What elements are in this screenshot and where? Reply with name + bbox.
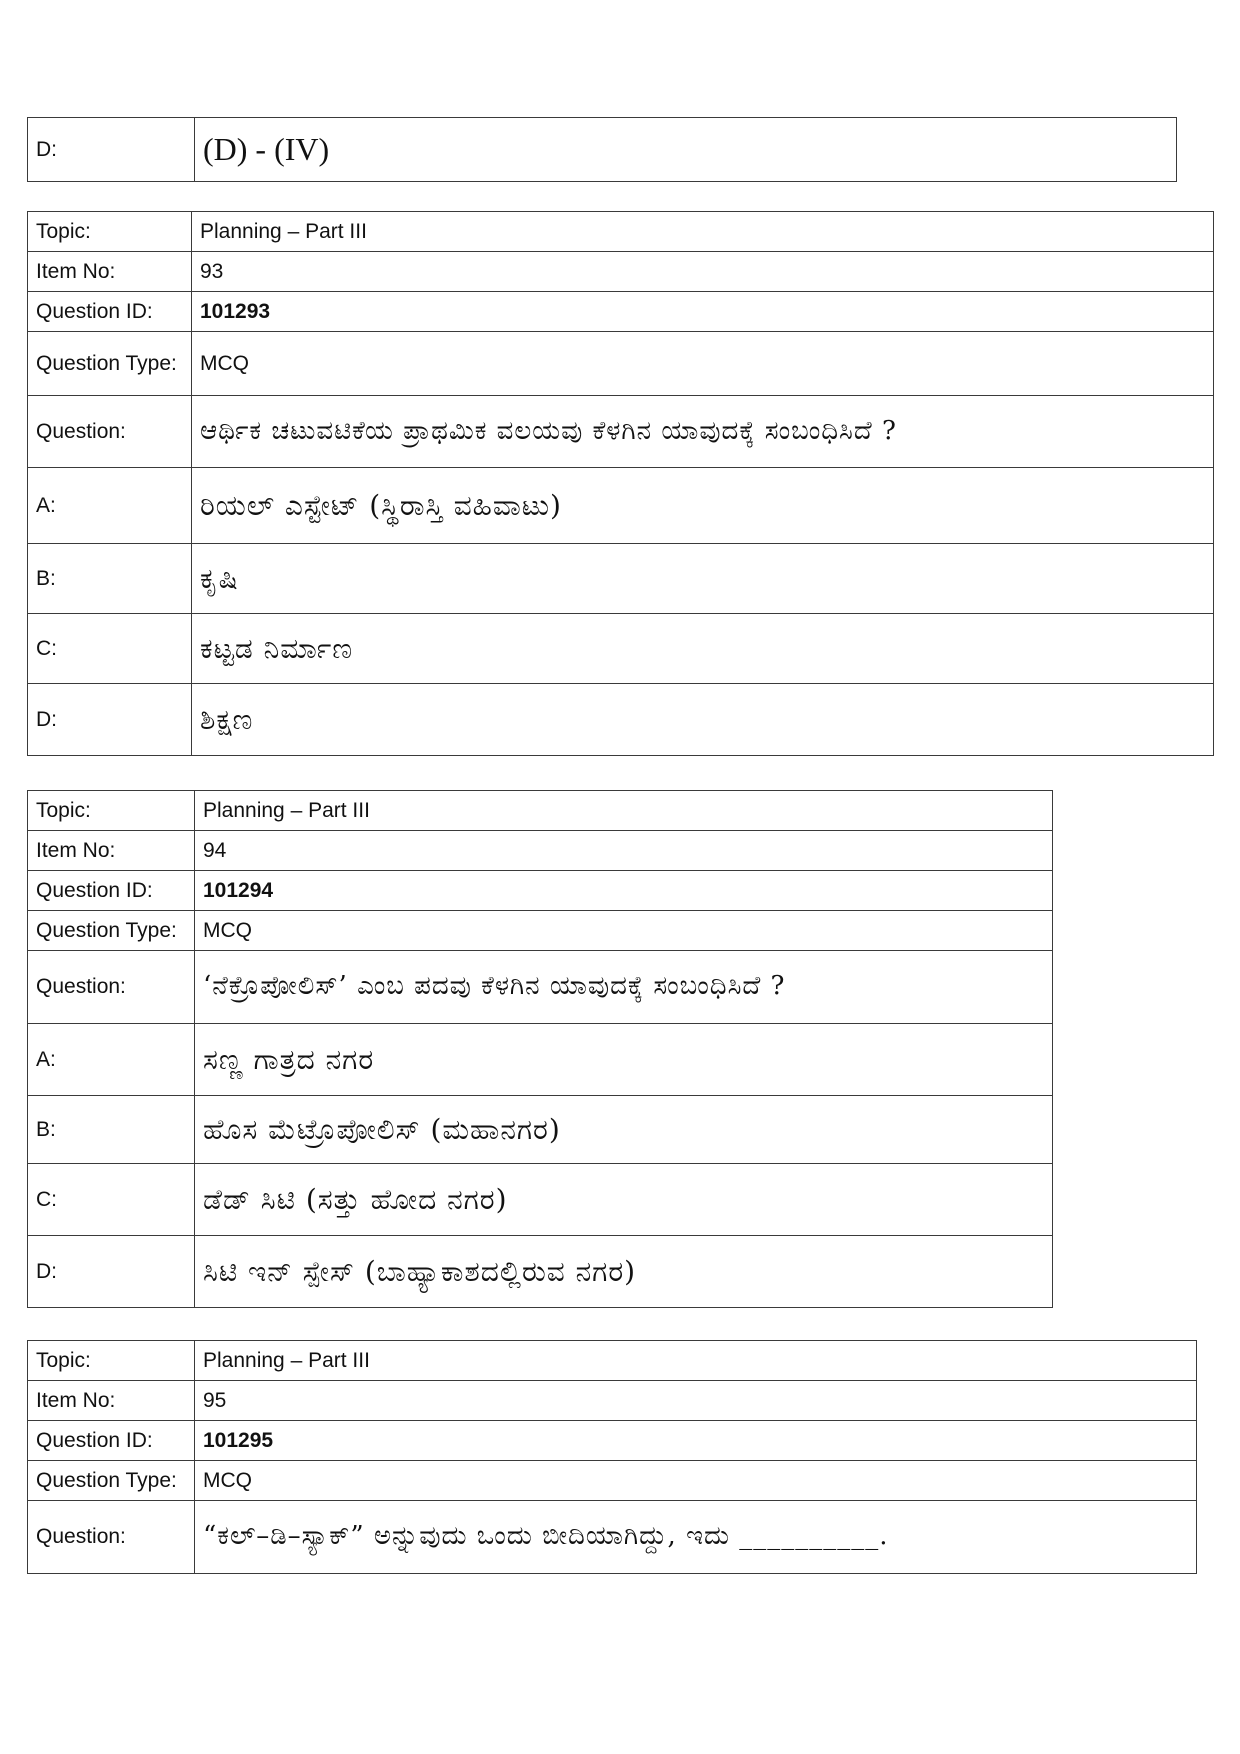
option-d-text: ಸಿಟಿ ಇನ್ ಸ್ಪೇಸ್ (ಬಾಹ್ಯಾಕಾಶದಲ್ಲಿರುವ ನಗರ): [195, 1236, 1053, 1308]
topic-value: Planning – Part III: [192, 212, 1214, 252]
table-row: [28, 871, 1053, 911]
item-no-value: 95: [195, 1381, 1197, 1421]
table-row: [28, 1421, 1197, 1461]
topic-label: Topic:: [28, 791, 195, 831]
question-id-label: Question ID:: [28, 871, 195, 911]
table-row: [28, 1381, 1197, 1421]
question-type-value: MCQ: [195, 1461, 1197, 1501]
table-row: [28, 396, 1214, 468]
question-id-value: 101295: [195, 1421, 1197, 1461]
topic-label: Topic:: [28, 1341, 195, 1381]
question-table-95: [27, 1340, 1197, 1574]
table-row: [28, 1096, 1053, 1164]
question-id-label: Question ID:: [28, 292, 192, 332]
table-row: [28, 684, 1214, 756]
option-c-text: ಡೆಡ್ ಸಿಟಿ (ಸತ್ತು ಹೋದ ನಗರ): [195, 1164, 1053, 1236]
option-d-label: D:: [28, 684, 192, 756]
item-no-label: Item No:: [28, 1381, 195, 1421]
table-row: [28, 212, 1214, 252]
option-d-label: D:: [28, 1236, 195, 1308]
topic-value: Planning – Part III: [195, 791, 1053, 831]
question-text: “ಕಲ್–ಡಿ–ಸ್ಯಾಕ್” ಅನ್ನುವುದು ಒಂದು ಬೀದಿಯಾಗಿದ್ದು, ಇದು __________.: [195, 1501, 1197, 1574]
table-row: [28, 791, 1053, 831]
option-b-text: ಹೊಸ ಮೆಟ್ರೊಪೋಲಿಸ್ (ಮಹಾನಗರ): [195, 1096, 1053, 1164]
item-no-value: 94: [195, 831, 1053, 871]
option-d-text: ಶಿಕ್ಷಣ: [192, 684, 1214, 756]
topic-value: Planning – Part III: [195, 1341, 1197, 1381]
question-type-label: Question Type:: [28, 332, 192, 396]
option-b-label: B:: [28, 544, 192, 614]
table-row: [28, 951, 1053, 1024]
question-type-value: MCQ: [192, 332, 1214, 396]
answer-value: (D) - (IV): [195, 118, 1177, 182]
table-row: [28, 1461, 1197, 1501]
table-row: [28, 614, 1214, 684]
table-row: [28, 1236, 1053, 1308]
option-a-label: A:: [28, 1024, 195, 1096]
option-c-label: C:: [28, 614, 192, 684]
question-label: Question:: [28, 1501, 195, 1574]
option-a-text: ಸಣ್ಣ ಗಾತ್ರದ ನಗರ: [195, 1024, 1053, 1096]
table-row: [28, 1501, 1197, 1574]
question-label: Question:: [28, 396, 192, 468]
item-no-label: Item No:: [28, 252, 192, 292]
option-label: D:: [28, 118, 195, 182]
question-type-value: MCQ: [195, 911, 1053, 951]
question-type-label: Question Type:: [28, 911, 195, 951]
option-c-label: C:: [28, 1164, 195, 1236]
table-row: [28, 831, 1053, 871]
table-row: [28, 1164, 1053, 1236]
question-table-94: [27, 790, 1053, 1308]
answer-fragment-table: [27, 117, 1177, 182]
question-text: ‘ನೆಕ್ರೊಪೋಲಿಸ್’ ಎಂಬ ಪದವು ಕೆಳಗಿನ ಯಾವುದಕ್ಕೆ ಸಂಬಂಧಿಸಿದೆ ?: [195, 951, 1053, 1024]
question-id-value: 101293: [192, 292, 1214, 332]
table-row: [28, 118, 1177, 182]
table-row: [28, 468, 1214, 544]
table-row: [28, 1341, 1197, 1381]
question-id-value: 101294: [195, 871, 1053, 911]
table-row: [28, 544, 1214, 614]
item-no-label: Item No:: [28, 831, 195, 871]
table-row: [28, 1024, 1053, 1096]
item-no-value: 93: [192, 252, 1214, 292]
table-row: [28, 332, 1214, 396]
question-type-label: Question Type:: [28, 1461, 195, 1501]
option-c-text: ಕಟ್ಟಡ ನಿರ್ಮಾಣ: [192, 614, 1214, 684]
table-row: [28, 911, 1053, 951]
topic-label: Topic:: [28, 212, 192, 252]
question-text: ಆರ್ಥಿಕ ಚಟುವಟಿಕೆಯ ಪ್ರಾಥಮಿಕ ವಲಯವು ಕೆಳಗಿನ ಯಾವುದಕ್ಕೆ ಸಂಬಂಧಿಸಿದೆ ?: [192, 396, 1214, 468]
question-label: Question:: [28, 951, 195, 1024]
question-table-93: [27, 211, 1214, 756]
table-row: [28, 252, 1214, 292]
option-b-text: ಕೃಷಿ: [192, 544, 1214, 614]
question-id-label: Question ID:: [28, 1421, 195, 1461]
option-a-label: A:: [28, 468, 192, 544]
table-row: [28, 292, 1214, 332]
option-a-text: ರಿಯಲ್ ಎಸ್ಟೇಟ್ (ಸ್ಥಿರಾಸ್ತಿ ವಹಿವಾಟು): [192, 468, 1214, 544]
option-b-label: B:: [28, 1096, 195, 1164]
